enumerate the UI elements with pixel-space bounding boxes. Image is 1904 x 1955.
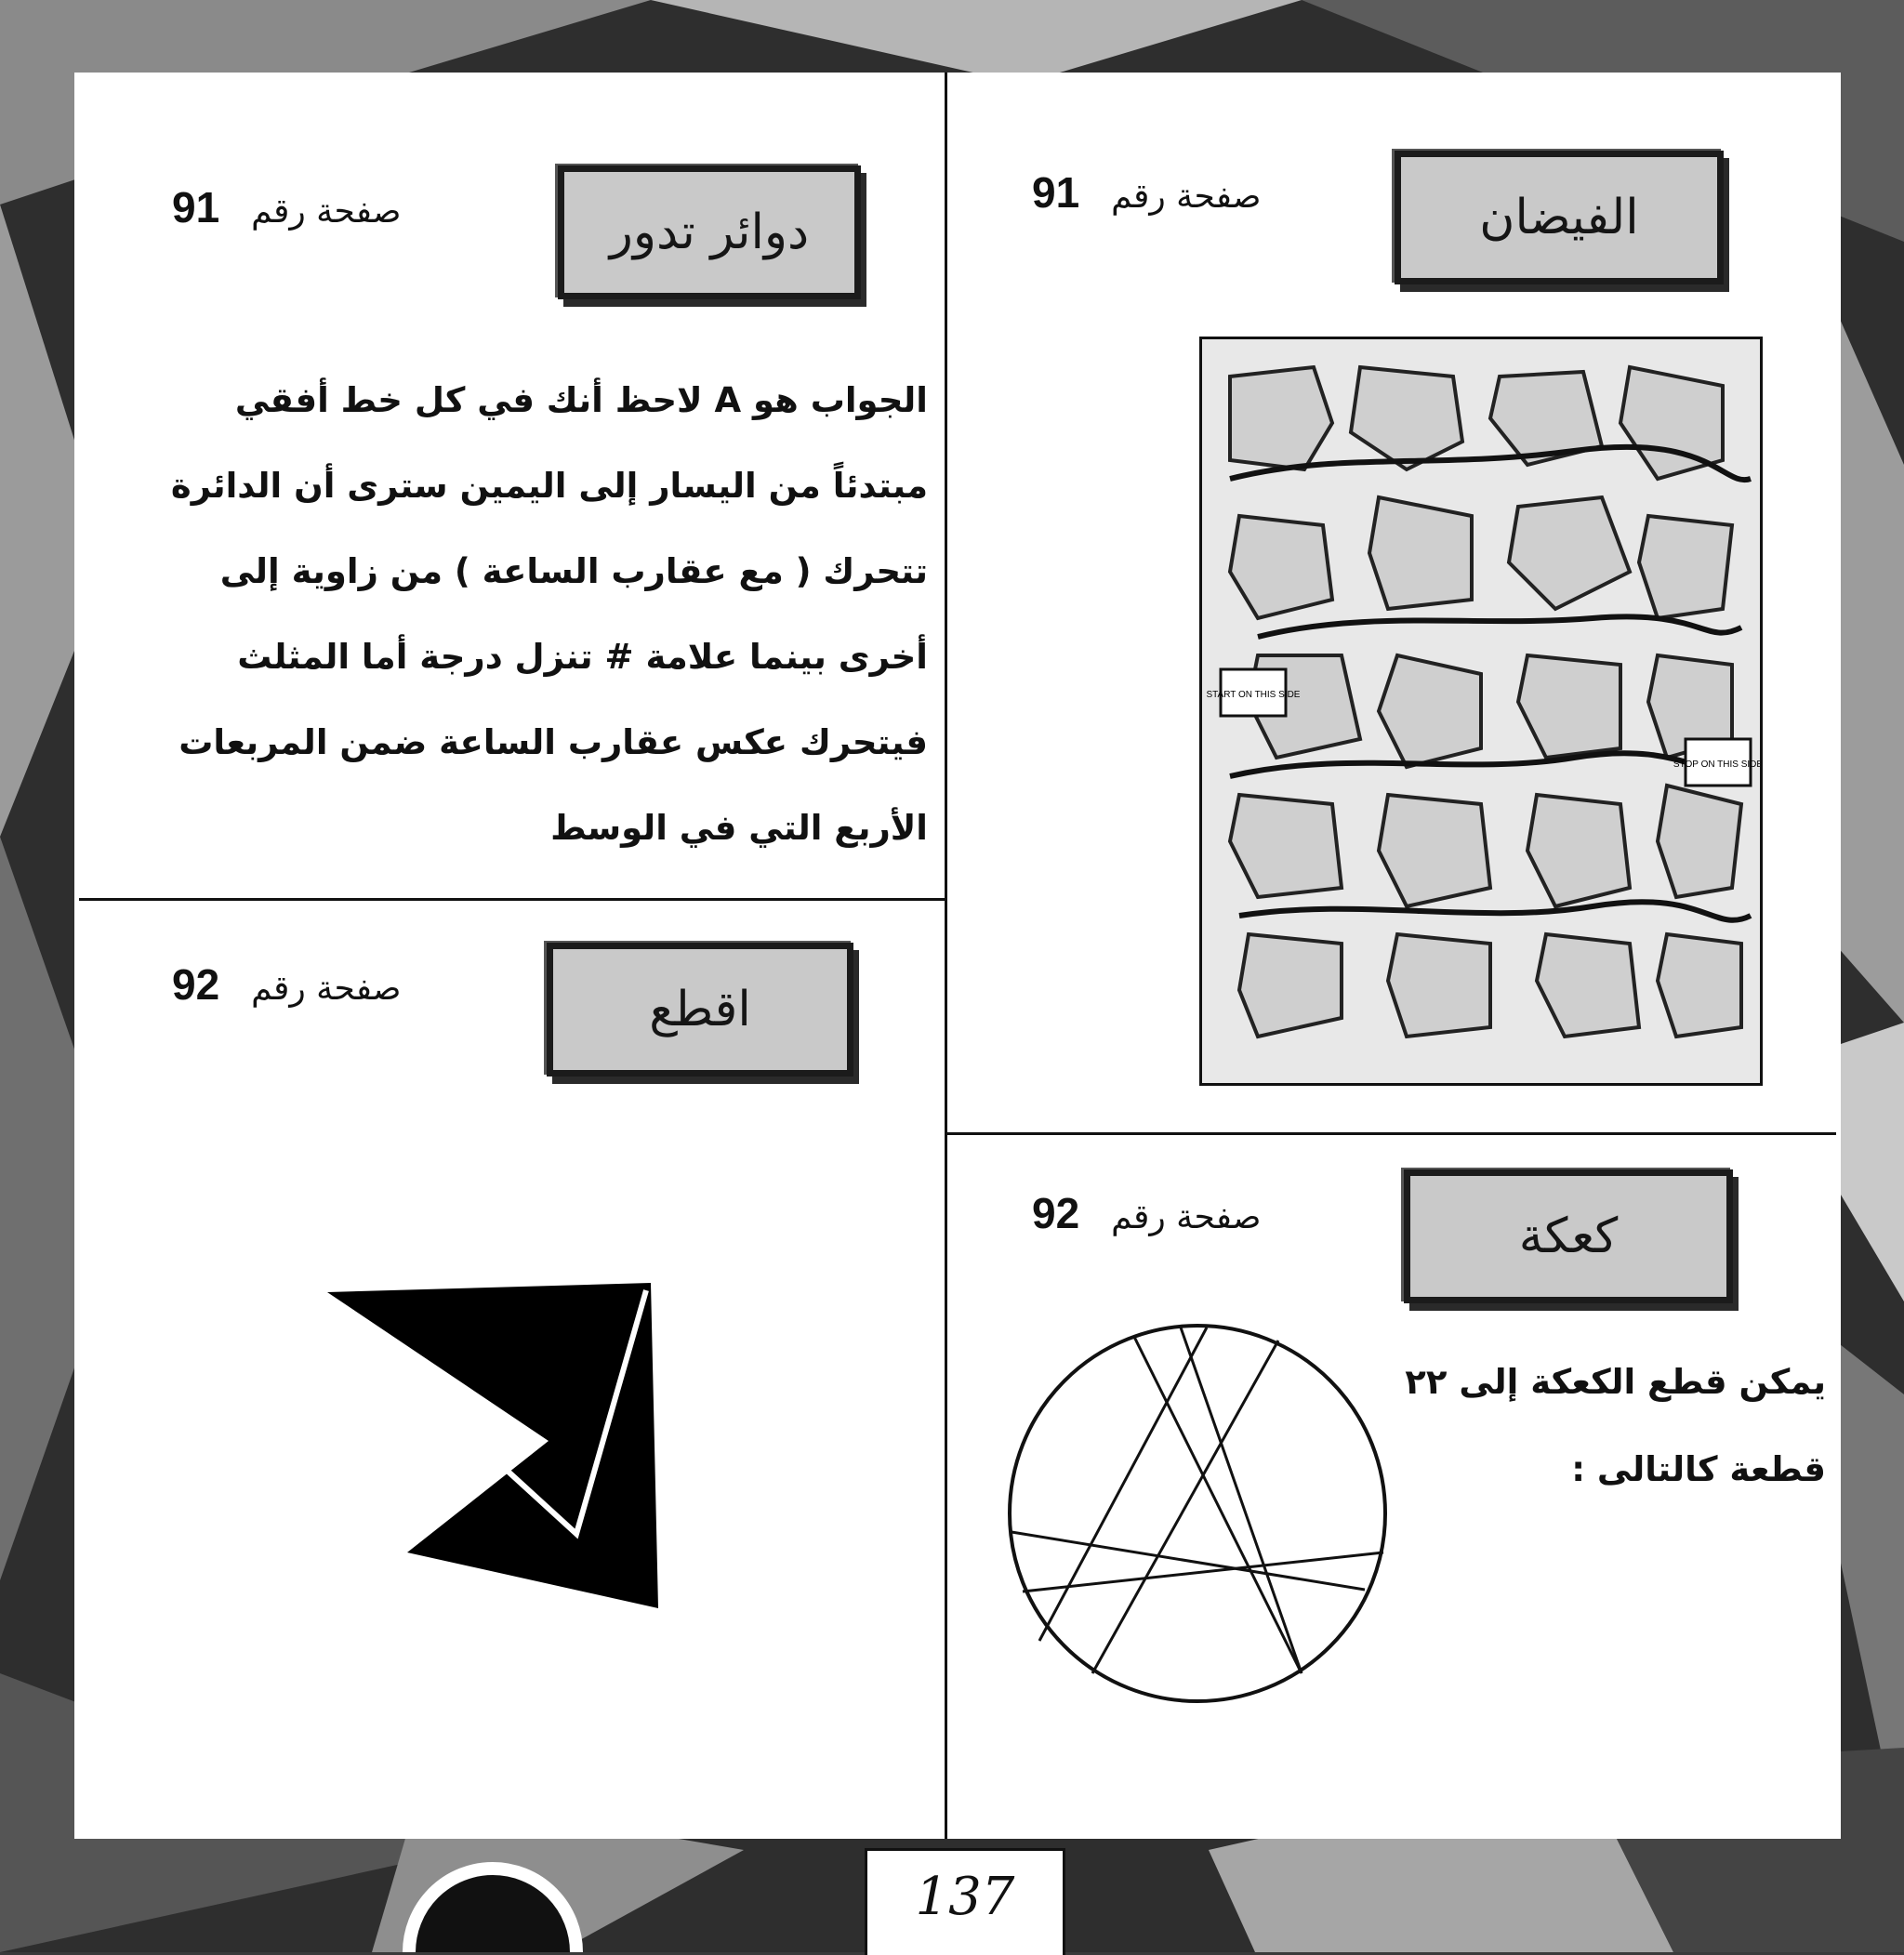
- left-row-divider: [79, 898, 945, 901]
- answer-line: فيتحرك عكس عقارب الساعة ضمن المربعات: [178, 722, 928, 762]
- cut-page-ref: [172, 959, 402, 1010]
- cut-shape-diagram: [316, 1274, 669, 1618]
- rotating-circles-answer: [165, 358, 928, 871]
- rotating-circles-page-ref: [172, 182, 402, 232]
- page-label: صفحة رقم: [1111, 178, 1262, 216]
- page-label: صفحة رقم: [251, 970, 402, 1008]
- answer-line: يمكن قطع الكعكة إلى ٢٢: [1405, 1362, 1826, 1402]
- answer-line: قطعة كالتالى :: [1571, 1449, 1826, 1489]
- cake-title-text: كعكة: [1518, 1209, 1619, 1264]
- footer-page-number: 137: [915, 1867, 1015, 1927]
- answer-line: مبتدئاً من اليسار إلى اليمين سترى أن الدائرة: [170, 466, 928, 506]
- cut-title-text: اقطع: [649, 982, 751, 1037]
- page-number: 92: [1032, 1189, 1080, 1237]
- page-number-footer: [865, 1848, 1065, 1955]
- map-stop-sign: STOP ON THIS SIDE: [1673, 760, 1760, 770]
- cake-page-ref: [1032, 1188, 1262, 1238]
- flood-maze-drawing: [1202, 339, 1760, 1083]
- flood-maze-illustration: [1199, 337, 1763, 1086]
- column-divider: [945, 73, 947, 1839]
- rotating-circles-title-text: دوائر تدور: [609, 205, 810, 260]
- cake-answer: [1389, 1339, 1826, 1513]
- cut-title: [547, 943, 853, 1077]
- answer-line: الأربع التي في الوسط: [550, 808, 928, 848]
- answer-line: تتحرك ( مع عقارب الساعة ) من زاوية إلى: [219, 551, 928, 591]
- page-label: صفحة رقم: [1111, 1198, 1262, 1236]
- page-number: 92: [172, 960, 220, 1009]
- flood-page-ref: [1032, 167, 1262, 218]
- right-row-divider: [947, 1132, 1836, 1135]
- rotating-circles-title: [558, 165, 861, 299]
- flood-title: [1395, 151, 1724, 284]
- map-start-sign: START ON THIS SIDE: [1206, 690, 1301, 700]
- cake-title: [1404, 1169, 1733, 1303]
- cake-cut-diagram: [1004, 1320, 1395, 1711]
- flood-title-text: الفيضان: [1479, 190, 1639, 245]
- page-number: 91: [1032, 168, 1080, 217]
- answer-line: الجواب هو A لاحظ أنك في كل خط أفقي: [234, 380, 928, 420]
- answer-line: أخرى بينما علامة # تنزل درجة أما المثلث: [237, 637, 928, 677]
- page-number: 91: [172, 183, 220, 231]
- page-label: صفحة رقم: [251, 192, 402, 231]
